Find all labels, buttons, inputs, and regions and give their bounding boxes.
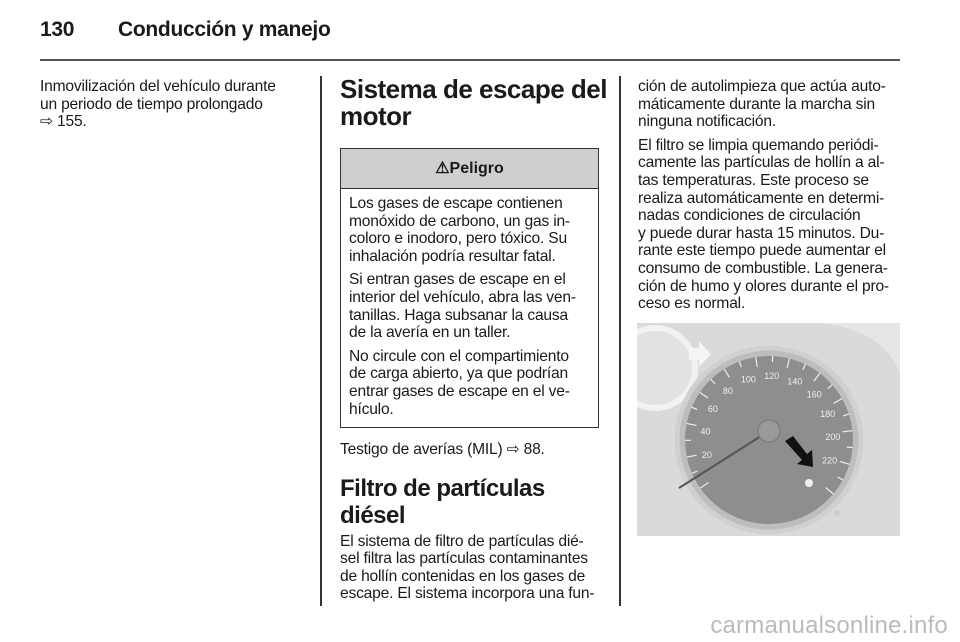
warning-paragraph: No circule con el compartimiento de carga abierto, ya que podrían entrar gases de escape en el ve- hículo. — [349, 347, 570, 418]
header-rule — [40, 59, 900, 61]
watermark: carmanualsonline.info — [710, 612, 948, 639]
gauge-label: 220 — [822, 455, 838, 466]
page-reference-link[interactable]: ⇨ 155. — [40, 113, 87, 131]
mil-reference[interactable]: Testigo de averías (MIL) ⇨ 88. — [340, 441, 545, 458]
warning-triangle-icon: ⚠ — [435, 160, 450, 177]
subsection-heading: Filtro de partículas diésel — [340, 474, 545, 529]
diesel-particle-filter-icon — [805, 479, 813, 487]
column-divider — [320, 76, 322, 606]
warning-paragraph: Si entran gases de escape en el interior del vehículo, abra las ven- tanillas. Haga subsanar la causa de la avería en un taller. — [349, 271, 576, 342]
gauge-label: 20 — [701, 450, 712, 461]
section-heading: Sistema de escape del motor — [340, 74, 607, 131]
column-2 — [340, 74, 607, 131]
instrument-cluster-illustration — [637, 323, 900, 536]
gauge-label: 160 — [806, 389, 822, 400]
warning-paragraph: Los gases de escape contienen monóxido de carbono, un gas in- coloro e inodoro, pero tóxico. Su inhalación podría resultar fatal. — [349, 195, 570, 265]
column-3 — [638, 78, 903, 319]
gauge-label: 140 — [787, 376, 803, 387]
danger-warning-box — [340, 148, 599, 428]
body-paragraph: El filtro se limpia quemando periódi- camente las partículas de hollín a al- tas temperaturas. Este proceso se realiza automáticamente en determi- nadas condiciones de circulación y puede durar hasta 15 minutos. Du- rante este tiempo puede aumentar el consumo de combustible. La genera- ción de humo y olores durante el pro- ceso es normal. — [638, 136, 889, 313]
gauge-label: 200 — [825, 432, 841, 443]
gauge-label: 120 — [764, 371, 780, 382]
gauge-label: 180 — [820, 409, 836, 420]
reference-paragraph: Inmovilización del vehículo durante un periodo de tiempo prolongado ⇨ 155. — [40, 78, 276, 131]
body-paragraph: El sistema de filtro de partículas dié- sel filtra las partículas contaminantes de hollín contenidas en los gases de escape. El sistema incorpora una fun- — [340, 532, 595, 603]
gauge-label: 80 — [722, 385, 733, 396]
page-number: 130 — [40, 18, 75, 41]
gauge-label: 60 — [707, 404, 718, 415]
body-paragraph: ción de autolimpieza que actúa auto- máticamente durante la marcha sin ninguna notificación. — [638, 78, 886, 131]
gauge-tick — [847, 447, 853, 448]
column-divider — [619, 76, 621, 606]
column-2-lower — [340, 441, 602, 609]
column-1 — [40, 78, 276, 137]
gauge-label: 40 — [700, 426, 711, 437]
gauge-label: 100 — [740, 374, 756, 385]
warning-header: ⚠Peligro — [341, 149, 598, 189]
chapter-title: Conducción y manejo — [118, 18, 331, 41]
